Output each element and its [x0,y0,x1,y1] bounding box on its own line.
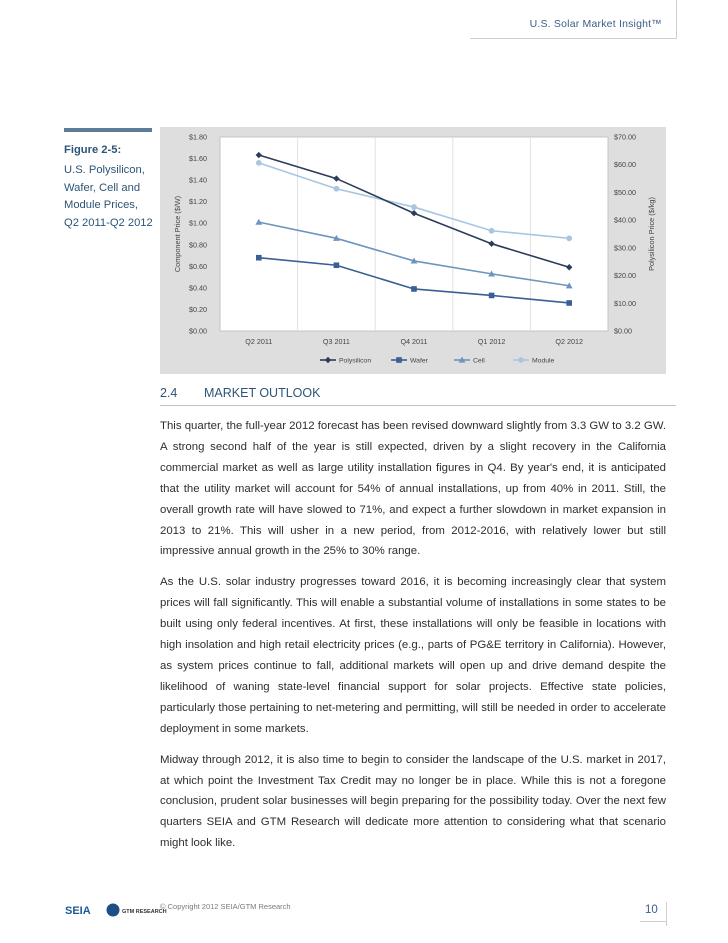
x-tick-label: Q1 2012 [477,337,506,346]
wafer-marker [334,262,340,268]
running-header-title: U.S. Solar Market Insight™ [529,18,662,30]
module-marker [334,186,340,192]
module-marker [411,204,417,210]
y2-tick-label: $50.00 [614,187,636,197]
body-text [160,416,666,864]
y2-tick-label: $70.00 [614,132,636,142]
wafer-marker [256,255,262,261]
x-tick-label: Q4 2011 [400,337,428,346]
y-tick-label: $1.80 [189,132,207,142]
chart-panel [160,127,666,374]
gtm-logo-text: GTM RESEARCH [122,909,167,915]
legend-cell-label: Cell [473,357,485,365]
paragraph: This quarter, the full-year 2012 forecast has been revised downward slightly from 3.3 GW to 3.2 GW. A strong second half of the year is still expected, driven by a slight recovery in the California commercial market as well as large utility installation figures in Q4. By year's end, it is anticipated that the utility market will account for 54% of annual installations, up from 40% in 2011. Still, the overall growth rate will have slowed to 71%, and expect a further slowdown in market expansion in 2013 to 21%. This will usher in a new period, from 2012-2016, with relatively lower but still impressive annual growth in the 25% to 30% range. [160,420,666,558]
x-tick-label: Q2 2012 [555,337,583,346]
y-tick-label: $1.20 [189,197,207,207]
page-number: 10 [645,904,658,916]
page-number-divider-vertical [666,902,667,926]
header-divider-vertical [676,0,677,39]
paragraph: Midway through 2012, it is also time to begin to consider the landscape of the U.S. market in 2017, at which point the Investment Tax Credit may no longer be in place. While this is not a foregone conclusion, prudent solar businesses will begin preparing for the possibility today. Over the next few quarters SEIA and GTM Research will dedicate more attention to considering what that scenario might look like. [160,753,666,850]
module-marker [489,228,495,234]
figure-accent-bar [64,128,152,132]
price-line-chart [160,127,666,374]
header-divider [470,38,676,39]
y-tick-label: $0.60 [189,261,207,271]
y-tick-label: $0.00 [189,326,207,336]
module-marker [256,160,262,166]
y2-axis-label: Polysilicon Price ($/kg) [647,197,656,271]
seia-logo-text: SEIA [65,905,91,917]
y2-tick-label: $20.00 [614,271,636,281]
legend-module-label: Module [532,357,555,365]
copyright-text: © Copyright 2012 SEIA/GTM Research [160,902,291,911]
wafer-marker [411,286,417,292]
x-tick-label: Q2 2011 [245,337,273,346]
paragraph: As the U.S. solar industry progresses toward 2016, it is becoming increasingly clear that system prices will fall significantly. This will enable a substantial volume of installations in some states to be built using only federal incentives. At first, these installations will only be feasible in locations with high insolation and high retail electricity prices (e.g., parts of PG&E territory in California). However, as system prices continue to fall, additional markets will open up and drive demand despite the likelihood of waning state-level financial support for solar projects. Effective state policies, particularly those pertaining to net-metering and permitting, will still be needed in order to accelerate deployment in some markets. [160,576,666,735]
section-rule [160,405,676,406]
y-tick-label: $1.60 [189,154,207,164]
page-number-divider [640,921,667,922]
y-tick-label: $1.40 [189,175,207,185]
y2-tick-label: $30.00 [614,243,636,253]
section-title: MARKET OUTLOOK [204,386,321,400]
y2-tick-label: $40.00 [614,215,636,225]
figure-caption: U.S. Polysilicon, Wafer, Cell and Module Prices, Q2 2011-Q2 2012 [64,164,153,229]
legend-wafer-marker [396,357,402,363]
y2-tick-label: $10.00 [614,298,636,308]
section-heading [160,386,676,400]
legend-module-marker [518,357,524,363]
wafer-marker [566,300,572,306]
x-tick-label: Q3 2011 [322,337,350,346]
wafer-marker [489,293,495,299]
y2-tick-label: $60.00 [614,160,636,170]
y-tick-label: $0.80 [189,240,207,250]
y-tick-label: $0.20 [189,304,207,314]
y-axis-label: Component Price ($/W) [173,195,182,273]
plot-area [220,137,608,331]
legend-polysilicon-label: Polysilicon [339,357,372,365]
module-marker [566,235,572,241]
figure-label: Figure 2-5: [64,144,122,156]
legend-wafer-label: Wafer [410,357,428,365]
seia-logo [64,903,98,917]
gtm-logo [106,902,167,918]
legend-polysilicon-marker [325,357,331,363]
section-number: 2.4 [160,386,178,400]
y2-tick-label: $0.00 [614,326,632,336]
y-tick-label: $1.00 [189,218,207,228]
y-tick-label: $0.40 [189,283,207,293]
